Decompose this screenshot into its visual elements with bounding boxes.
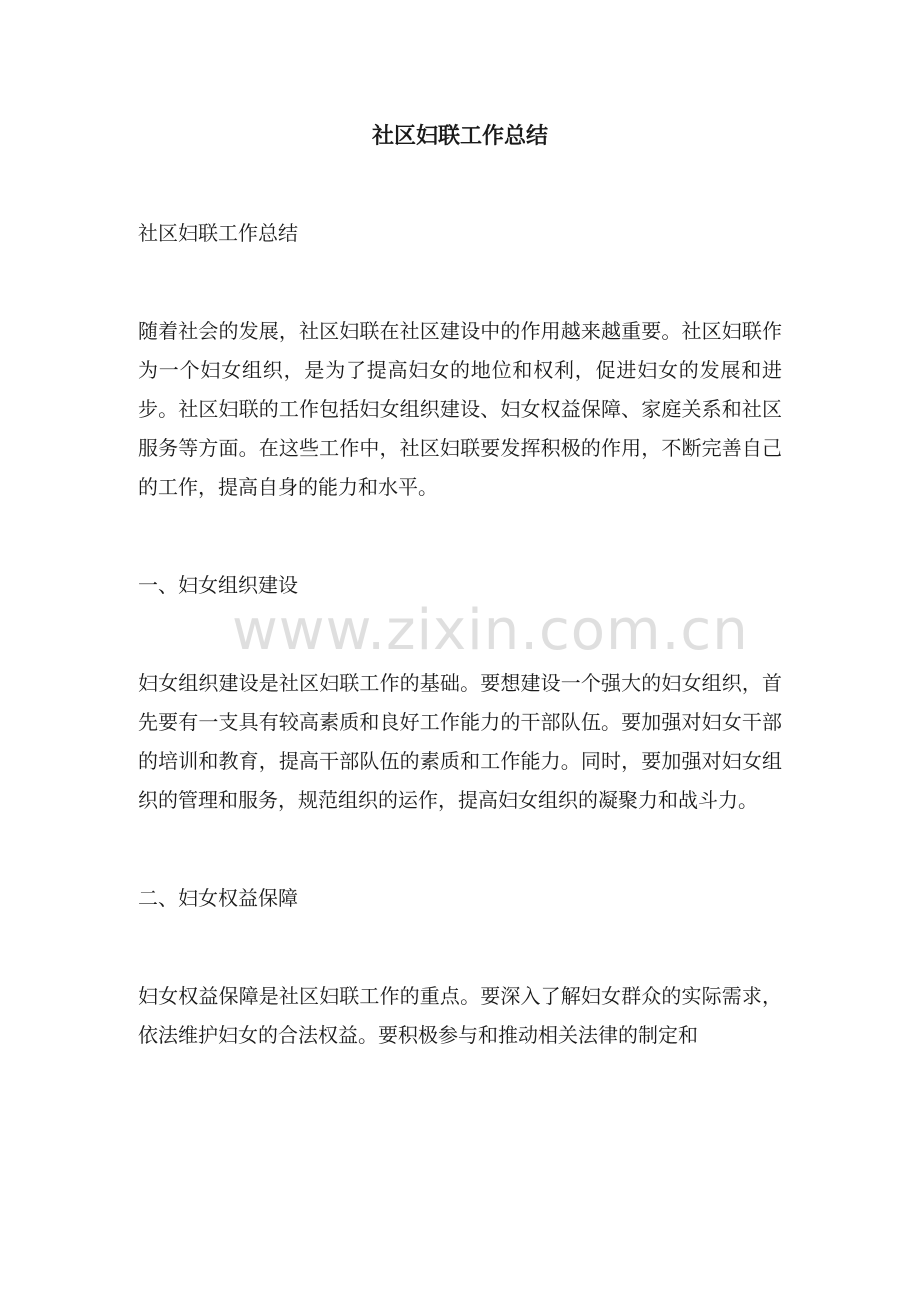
section-heading: 一、妇女组织建设 [138, 573, 298, 597]
watermark-text: www.zixin.com.cn [232, 598, 749, 663]
document-title: 社区妇联工作总结 [371, 123, 548, 149]
section-heading: 二、妇女权益保障 [138, 886, 298, 910]
section-paragraph: 妇女组织建设是社区妇联工作的基础。要想建设一个强大的妇女组织，首先要有一支具有较高素质和良好工作能力的干部队伍。要加强对妇女干部的培训和教育，提高干部队伍的素质和工作能力。同时，要加强对妇女组织的管理和服务，规范组织的运作，提高妇女组织的凝聚力和战斗力。 [138, 671, 782, 812]
document-body [138, 214, 782, 1114]
intro-paragraph: 随着社会的发展，社区妇联在社区建设中的作用越来越重要。社区妇联作为一个妇女组织，是为了提高妇女的地位和权利，促进妇女的发展和进步。社区妇联的工作包括妇女组织建设、妇女权益保障、家庭关系和社区服务等方面。在这些工作中，社区妇联要发挥积极的作用，不断完善自己的工作，提高自身的能力和水平。 [138, 319, 782, 499]
section-paragraph: 妇女权益保障是社区妇联工作的重点。要深入了解妇女群众的实际需求，依法维护妇女的合法权益。要积极参与和推动相关法律的制定和 [138, 984, 782, 1047]
document-subtitle: 社区妇联工作总结 [138, 221, 298, 245]
